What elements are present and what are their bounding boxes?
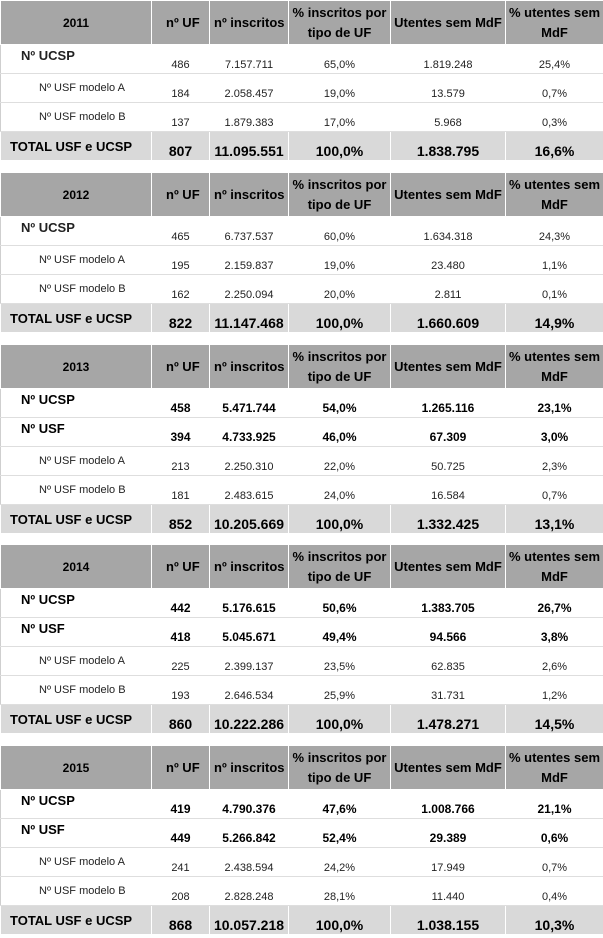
header-pct-inscritos: % inscritos por tipo de UF — [289, 746, 391, 790]
cell-n-uf: 394 — [152, 418, 210, 447]
table-row — [1, 476, 603, 505]
year-cell: 2015 — [1, 746, 152, 790]
total-n-uf: 822 — [152, 304, 210, 333]
cell-pct-inscritos: 49,4% — [289, 618, 391, 647]
cell-n-inscritos: 5.266.842 — [210, 819, 289, 848]
year-cell: 2014 — [1, 545, 152, 589]
year-table-2014 — [0, 544, 603, 734]
row-label: Nº UCSP — [1, 45, 152, 74]
header-n-uf: nº UF — [152, 746, 210, 790]
header-row — [1, 545, 603, 589]
total-pct-inscritos: 100,0% — [289, 132, 391, 161]
cell-utentes-sem-mdf: 17.949 — [391, 848, 506, 877]
cell-n-uf: 193 — [152, 676, 210, 705]
cell-n-inscritos: 2.828.248 — [210, 877, 289, 906]
cell-n-inscritos: 2.438.594 — [210, 848, 289, 877]
total-pct-utentes: 14,5% — [506, 705, 603, 734]
cell-n-uf: 465 — [152, 217, 210, 246]
table-row — [1, 848, 603, 877]
total-utentes-sem-mdf: 1.478.271 — [391, 705, 506, 734]
cell-pct-inscritos: 52,4% — [289, 819, 391, 848]
cell-utentes-sem-mdf: 5.968 — [391, 103, 506, 132]
cell-pct-utentes: 3,0% — [506, 418, 603, 447]
header-n-uf: nº UF — [152, 345, 210, 389]
total-label: TOTAL USF e UCSP — [1, 304, 152, 333]
total-pct-inscritos: 100,0% — [289, 906, 391, 935]
cell-pct-utentes: 0,4% — [506, 877, 603, 906]
cell-pct-inscritos: 60,0% — [289, 217, 391, 246]
header-row — [1, 746, 603, 790]
table-row — [1, 589, 603, 618]
total-n-inscritos: 10.222.286 — [210, 705, 289, 734]
cell-n-uf: 184 — [152, 74, 210, 103]
header-pct-utentes: % utentes sem MdF — [506, 173, 603, 217]
total-row — [1, 906, 603, 935]
cell-pct-utentes: 26,7% — [506, 589, 603, 618]
table-row — [1, 790, 603, 819]
cell-pct-utentes: 24,3% — [506, 217, 603, 246]
cell-pct-inscritos: 54,0% — [289, 389, 391, 418]
row-label: Nº USF modelo A — [1, 74, 152, 103]
row-label: Nº USF — [1, 618, 152, 647]
cell-n-uf: 137 — [152, 103, 210, 132]
cell-n-inscritos: 4.790.376 — [210, 790, 289, 819]
total-n-inscritos: 11.147.468 — [210, 304, 289, 333]
cell-pct-utentes: 0,7% — [506, 74, 603, 103]
header-pct-utentes: % utentes sem MdF — [506, 345, 603, 389]
cell-n-uf: 213 — [152, 447, 210, 476]
cell-n-uf: 162 — [152, 275, 210, 304]
header-row — [1, 345, 603, 389]
cell-n-inscritos: 2.399.137 — [210, 647, 289, 676]
cell-n-uf: 225 — [152, 647, 210, 676]
total-pct-utentes: 16,6% — [506, 132, 603, 161]
row-label: Nº USF modelo B — [1, 676, 152, 705]
cell-pct-inscritos: 28,1% — [289, 877, 391, 906]
total-pct-utentes: 10,3% — [506, 906, 603, 935]
cell-pct-utentes: 0,6% — [506, 819, 603, 848]
header-pct-utentes: % utentes sem MdF — [506, 545, 603, 589]
cell-n-uf: 458 — [152, 389, 210, 418]
cell-pct-utentes: 0,7% — [506, 476, 603, 505]
table-row — [1, 418, 603, 447]
year-cell: 2013 — [1, 345, 152, 389]
cell-pct-inscritos: 17,0% — [289, 103, 391, 132]
row-label: Nº USF modelo B — [1, 103, 152, 132]
row-label: Nº USF modelo B — [1, 476, 152, 505]
header-utentes-sem-mdf: Utentes sem MdF — [391, 173, 506, 217]
row-label: Nº USF modelo A — [1, 246, 152, 275]
cell-pct-utentes: 0,3% — [506, 103, 603, 132]
total-label: TOTAL USF e UCSP — [1, 505, 152, 534]
cell-utentes-sem-mdf: 13.579 — [391, 74, 506, 103]
total-pct-inscritos: 100,0% — [289, 304, 391, 333]
cell-n-inscritos: 2.250.310 — [210, 447, 289, 476]
year-table-2012 — [0, 172, 603, 333]
year-cell: 2012 — [1, 173, 152, 217]
header-utentes-sem-mdf: Utentes sem MdF — [391, 545, 506, 589]
cell-pct-inscritos: 24,0% — [289, 476, 391, 505]
cell-n-uf: 449 — [152, 819, 210, 848]
row-label: Nº USF modelo A — [1, 447, 152, 476]
cell-utentes-sem-mdf: 23.480 — [391, 246, 506, 275]
cell-utentes-sem-mdf: 1.383.705 — [391, 589, 506, 618]
cell-n-uf: 208 — [152, 877, 210, 906]
total-label: TOTAL USF e UCSP — [1, 906, 152, 935]
total-n-inscritos: 10.057.218 — [210, 906, 289, 935]
cell-pct-inscritos: 24,2% — [289, 848, 391, 877]
cell-utentes-sem-mdf: 94.566 — [391, 618, 506, 647]
header-n-inscritos: nº inscritos — [210, 545, 289, 589]
cell-pct-inscritos: 50,6% — [289, 589, 391, 618]
total-label: TOTAL USF e UCSP — [1, 132, 152, 161]
cell-n-inscritos: 6.737.537 — [210, 217, 289, 246]
header-row — [1, 173, 603, 217]
cell-pct-utentes: 2,6% — [506, 647, 603, 676]
cell-utentes-sem-mdf: 1.819.248 — [391, 45, 506, 74]
total-row — [1, 132, 603, 161]
cell-n-uf: 442 — [152, 589, 210, 618]
cell-pct-utentes: 2,3% — [506, 447, 603, 476]
total-row — [1, 705, 603, 734]
cell-n-uf: 486 — [152, 45, 210, 74]
cell-n-inscritos: 2.058.457 — [210, 74, 289, 103]
header-n-uf: nº UF — [152, 1, 210, 45]
cell-n-inscritos: 2.646.534 — [210, 676, 289, 705]
total-n-uf: 807 — [152, 132, 210, 161]
table-row — [1, 74, 603, 103]
header-pct-inscritos: % inscritos por tipo de UF — [289, 545, 391, 589]
cell-n-inscritos: 7.157.711 — [210, 45, 289, 74]
cell-utentes-sem-mdf: 62.835 — [391, 647, 506, 676]
total-row — [1, 505, 603, 534]
cell-pct-inscritos: 65,0% — [289, 45, 391, 74]
cell-pct-utentes: 23,1% — [506, 389, 603, 418]
header-pct-utentes: % utentes sem MdF — [506, 746, 603, 790]
cell-pct-inscritos: 47,6% — [289, 790, 391, 819]
table-row — [1, 447, 603, 476]
cell-utentes-sem-mdf: 31.731 — [391, 676, 506, 705]
year-table-2011 — [0, 0, 603, 161]
table-row — [1, 676, 603, 705]
row-label: Nº USF modelo A — [1, 848, 152, 877]
row-label: Nº USF modelo B — [1, 275, 152, 304]
header-n-inscritos: nº inscritos — [210, 1, 289, 45]
header-n-uf: nº UF — [152, 173, 210, 217]
row-label: Nº USF — [1, 418, 152, 447]
table-row — [1, 389, 603, 418]
row-label: Nº UCSP — [1, 389, 152, 418]
cell-n-uf: 418 — [152, 618, 210, 647]
total-pct-utentes: 13,1% — [506, 505, 603, 534]
cell-utentes-sem-mdf: 11.440 — [391, 877, 506, 906]
total-pct-utentes: 14,9% — [506, 304, 603, 333]
table-row — [1, 275, 603, 304]
header-n-inscritos: nº inscritos — [210, 345, 289, 389]
table-row — [1, 819, 603, 848]
cell-n-uf: 181 — [152, 476, 210, 505]
row-label: Nº UCSP — [1, 217, 152, 246]
total-utentes-sem-mdf: 1.660.609 — [391, 304, 506, 333]
header-pct-inscritos: % inscritos por tipo de UF — [289, 345, 391, 389]
row-label: Nº UCSP — [1, 589, 152, 618]
total-n-inscritos: 11.095.551 — [210, 132, 289, 161]
cell-utentes-sem-mdf: 1.634.318 — [391, 217, 506, 246]
header-utentes-sem-mdf: Utentes sem MdF — [391, 746, 506, 790]
cell-utentes-sem-mdf: 67.309 — [391, 418, 506, 447]
cell-pct-utentes: 25,4% — [506, 45, 603, 74]
year-table-2013 — [0, 344, 603, 534]
total-n-inscritos: 10.205.669 — [210, 505, 289, 534]
total-utentes-sem-mdf: 1.038.155 — [391, 906, 506, 935]
cell-n-inscritos: 1.879.383 — [210, 103, 289, 132]
table-row — [1, 217, 603, 246]
total-utentes-sem-mdf: 1.332.425 — [391, 505, 506, 534]
cell-pct-inscritos: 20,0% — [289, 275, 391, 304]
table-row — [1, 45, 603, 74]
header-utentes-sem-mdf: Utentes sem MdF — [391, 345, 506, 389]
total-label: TOTAL USF e UCSP — [1, 705, 152, 734]
cell-n-inscritos: 2.250.094 — [210, 275, 289, 304]
header-n-uf: nº UF — [152, 545, 210, 589]
cell-utentes-sem-mdf: 1.008.766 — [391, 790, 506, 819]
cell-utentes-sem-mdf: 29.389 — [391, 819, 506, 848]
cell-pct-inscritos: 19,0% — [289, 74, 391, 103]
row-label: Nº USF modelo A — [1, 647, 152, 676]
header-n-inscritos: nº inscritos — [210, 746, 289, 790]
cell-pct-utentes: 1,2% — [506, 676, 603, 705]
cell-n-inscritos: 2.483.615 — [210, 476, 289, 505]
total-row — [1, 304, 603, 333]
table-row — [1, 647, 603, 676]
header-pct-inscritos: % inscritos por tipo de UF — [289, 1, 391, 45]
header-row — [1, 1, 603, 45]
total-n-uf: 852 — [152, 505, 210, 534]
cell-pct-inscritos: 46,0% — [289, 418, 391, 447]
row-label: Nº USF — [1, 819, 152, 848]
cell-pct-utentes: 3,8% — [506, 618, 603, 647]
header-pct-utentes: % utentes sem MdF — [506, 1, 603, 45]
cell-n-inscritos: 5.176.615 — [210, 589, 289, 618]
cell-pct-inscritos: 23,5% — [289, 647, 391, 676]
cell-n-uf: 419 — [152, 790, 210, 819]
cell-pct-utentes: 1,1% — [506, 246, 603, 275]
cell-pct-inscritos: 22,0% — [289, 447, 391, 476]
cell-n-uf: 241 — [152, 848, 210, 877]
table-row — [1, 618, 603, 647]
cell-n-inscritos: 4.733.925 — [210, 418, 289, 447]
cell-pct-inscritos: 25,9% — [289, 676, 391, 705]
cell-n-inscritos: 5.045.671 — [210, 618, 289, 647]
total-pct-inscritos: 100,0% — [289, 505, 391, 534]
cell-utentes-sem-mdf: 2.811 — [391, 275, 506, 304]
header-n-inscritos: nº inscritos — [210, 173, 289, 217]
header-utentes-sem-mdf: Utentes sem MdF — [391, 1, 506, 45]
row-label: Nº UCSP — [1, 790, 152, 819]
total-n-uf: 860 — [152, 705, 210, 734]
total-pct-inscritos: 100,0% — [289, 705, 391, 734]
table-row — [1, 246, 603, 275]
cell-utentes-sem-mdf: 16.584 — [391, 476, 506, 505]
cell-n-inscritos: 5.471.744 — [210, 389, 289, 418]
row-label: Nº USF modelo B — [1, 877, 152, 906]
cell-pct-utentes: 0,1% — [506, 275, 603, 304]
cell-n-uf: 195 — [152, 246, 210, 275]
total-n-uf: 868 — [152, 906, 210, 935]
year-table-2015 — [0, 745, 603, 935]
table-row — [1, 877, 603, 906]
header-pct-inscritos: % inscritos por tipo de UF — [289, 173, 391, 217]
total-utentes-sem-mdf: 1.838.795 — [391, 132, 506, 161]
cell-utentes-sem-mdf: 1.265.116 — [391, 389, 506, 418]
cell-utentes-sem-mdf: 50.725 — [391, 447, 506, 476]
year-cell: 2011 — [1, 1, 152, 45]
cell-pct-utentes: 21,1% — [506, 790, 603, 819]
cell-n-inscritos: 2.159.837 — [210, 246, 289, 275]
table-row — [1, 103, 603, 132]
cell-pct-inscritos: 19,0% — [289, 246, 391, 275]
cell-pct-utentes: 0,7% — [506, 848, 603, 877]
